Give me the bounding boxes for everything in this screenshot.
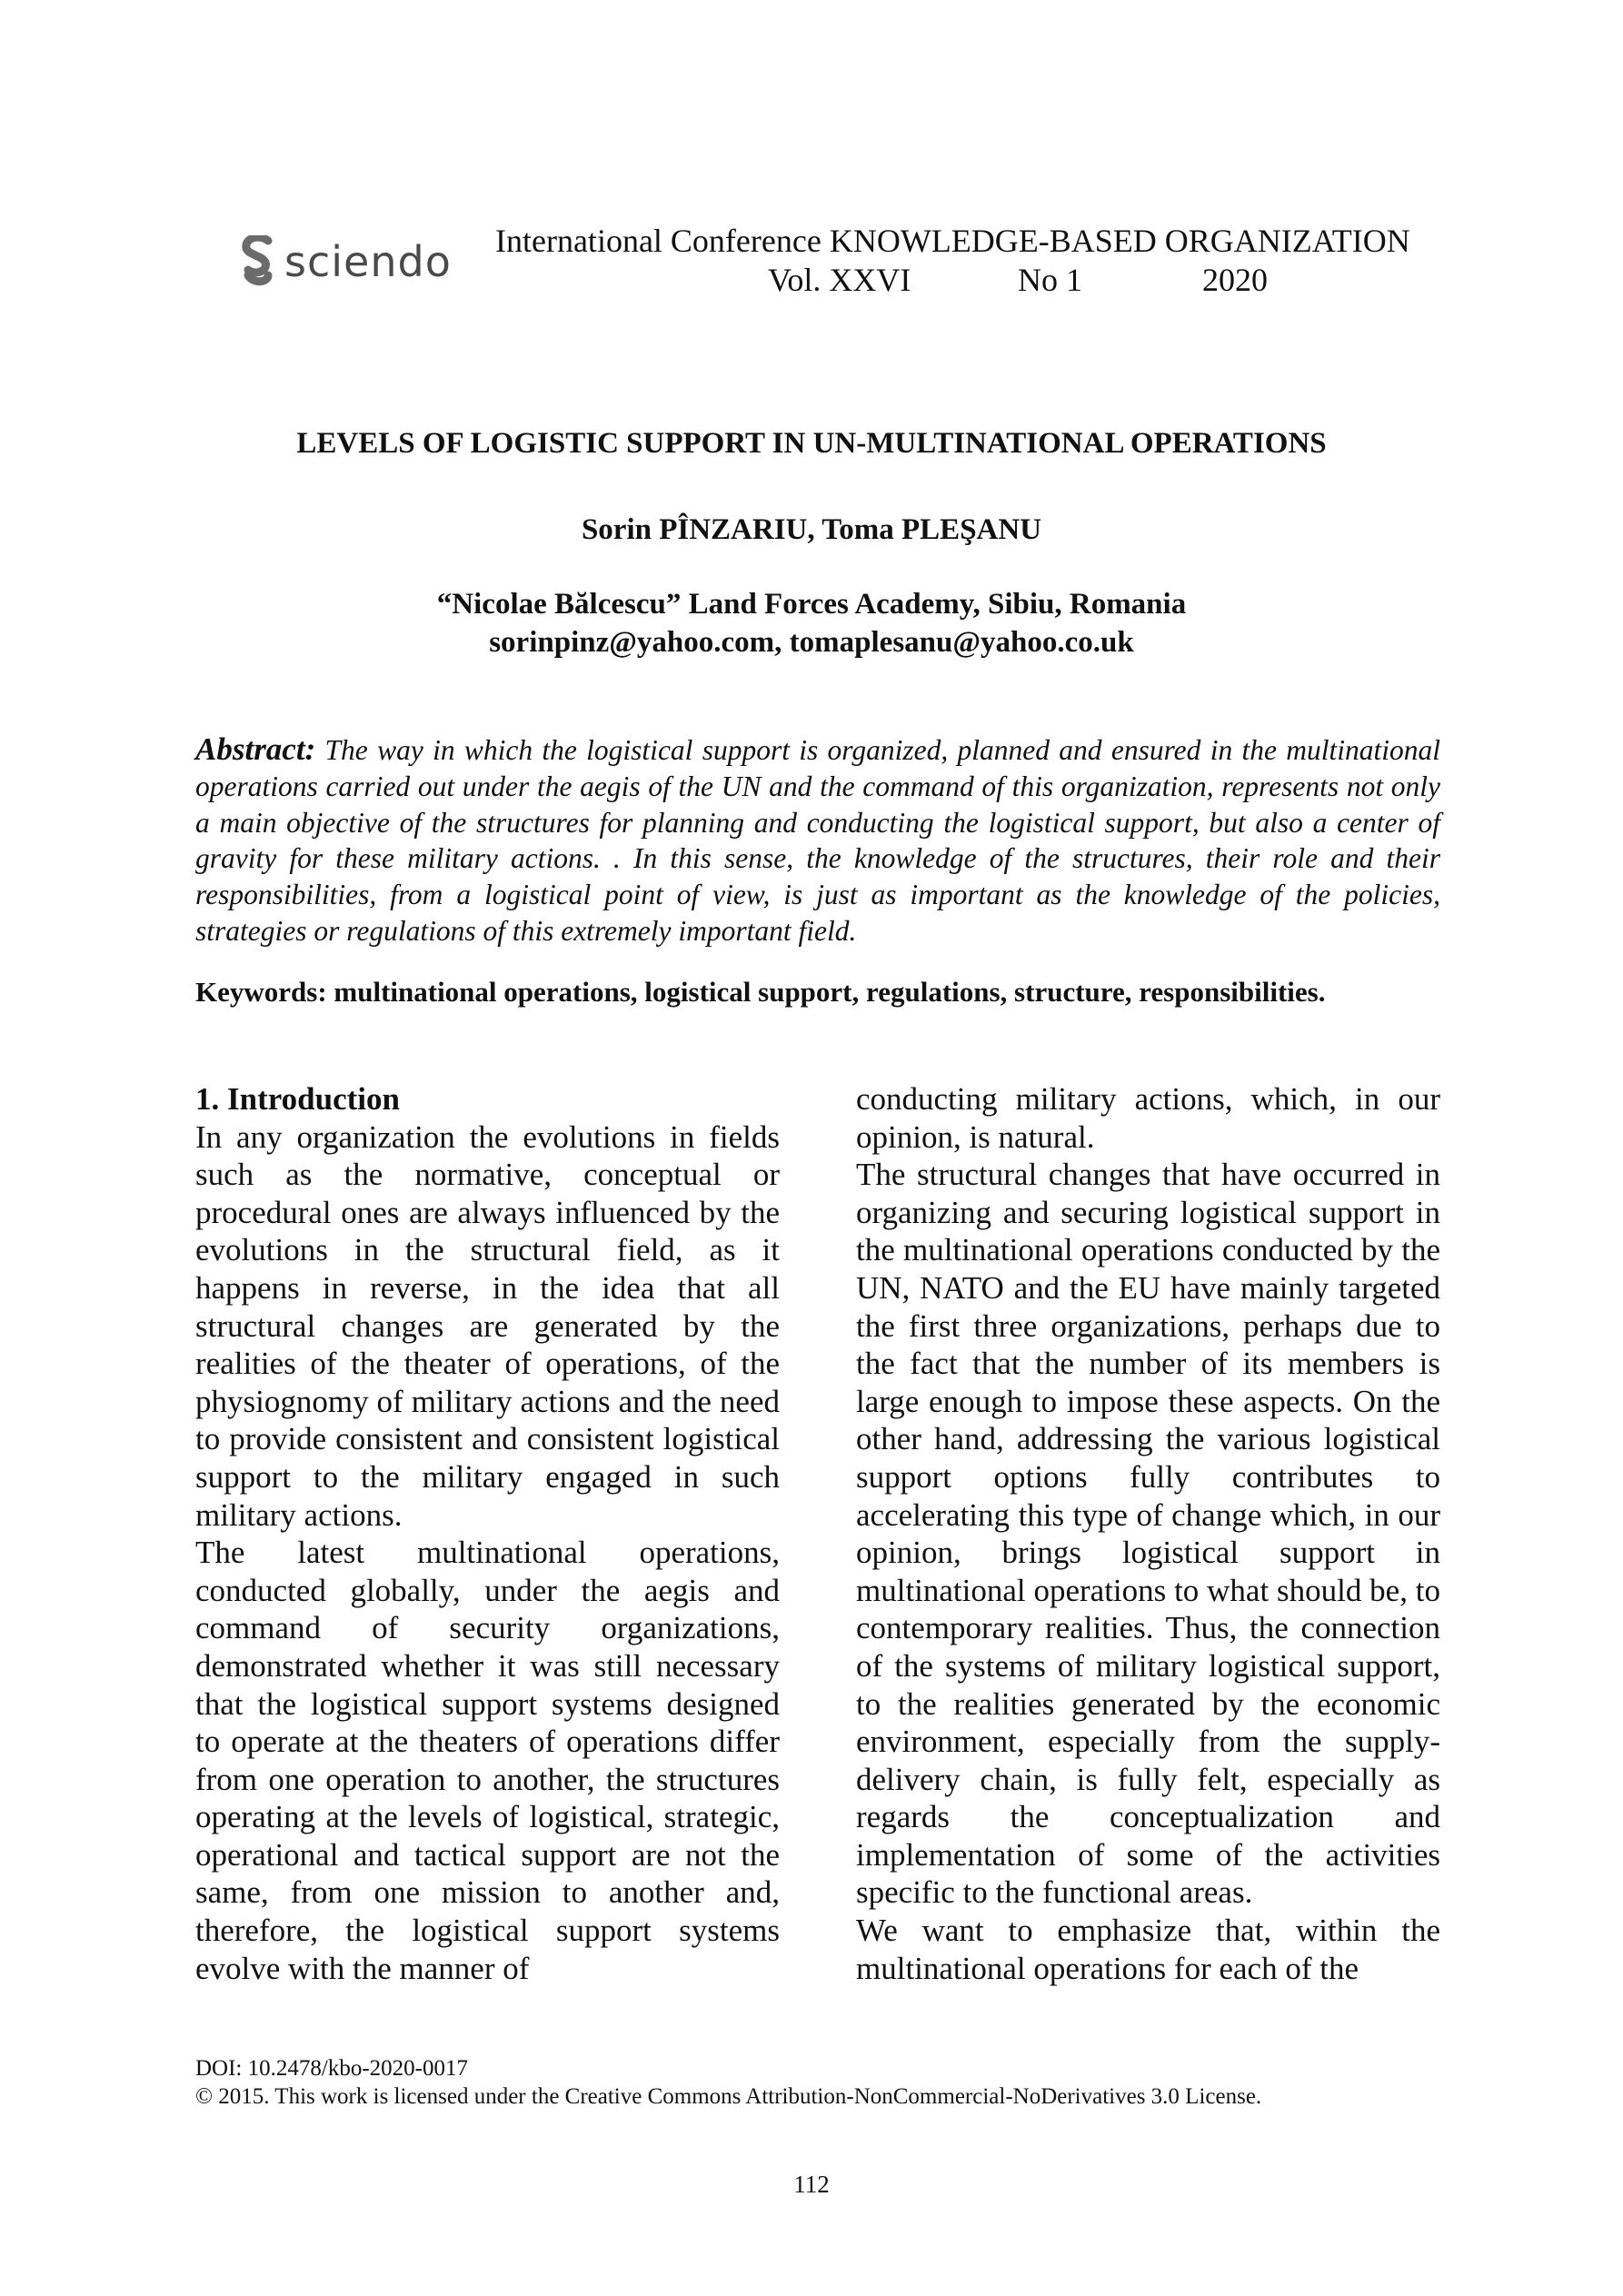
sciendo-logo-icon (241, 235, 274, 288)
conference-title: International Conference KNOWLEDGE-BASED ORGANIZATION (495, 223, 1410, 259)
paper-title: LEVELS OF LOGISTIC SUPPORT IN UN-MULTINATIONAL OPERATIONS (296, 427, 1327, 460)
section-heading: 1. Introduction (195, 1081, 400, 1117)
body-paragraph: conducting military actions, which, in our opinion, is natural. (856, 1081, 1440, 1155)
logo-text: sciendo (284, 237, 452, 286)
abstract (195, 731, 1440, 949)
conference-header (495, 222, 1431, 300)
body-paragraph: The structural changes that have occurred in organizing and securing logistical support in the multinational operations conducted by the UN, NATO and the EU have mainly targeted the first three organizations, perhaps due to the fact that the number of its members is large enough to impose these aspects. On the other hand, addressing the various logistical support options fully contributes to accelerating this type of change which, in our opinion, brings logistical support in multinational operations to what should be, to contemporary realities. Thus, the connection of the systems of military logistical support, to the realities generated by the economic environment, especially from the supply-delivery chain, is fully felt, especially as regards the conceptualization and implementation of some of the activities specific to the functional areas. (856, 1157, 1440, 1911)
abstract-label: Abstract: (195, 731, 316, 767)
paper-authors: Sorin PÎNZARIU, Toma PLEŞANU (581, 513, 1042, 546)
body-paragraph: We want to emphasize that, within the multinational operations for each of the (856, 1913, 1440, 1986)
body-paragraph: In any organization the evolutions in fields such as the normative, conceptual or procedural ones are always influenced by the evolutions in the structural field, as it happens in reverse, in the idea that all structural changes are generated by the realities of the theater of operations, of the physiognomy of military actions and the need to provide consistent and consistent logistical support to the military engaged in such military actions. (195, 1118, 780, 1533)
publisher-logo (241, 234, 452, 289)
keywords: Keywords: multinational operations, logistical support, regulations, structure, responsibilities. (195, 976, 1326, 1008)
license-notice: © 2015. This work is licensed under the Creative Commons Attribution-NonCommercial-NoDerivatives 3.0 License. (195, 2084, 1262, 2109)
volume-line (495, 261, 1431, 300)
issue-number: No 1 (1018, 262, 1082, 298)
body-column-left (195, 1080, 780, 1987)
affiliation: “Nicolae Bălcescu” Land Forces Academy, Sibiu, Romania (436, 588, 1187, 621)
doi: DOI: 10.2478/kbo-2020-0017 (195, 2056, 468, 2081)
publication-year: 2020 (1202, 262, 1268, 298)
body-paragraph: The latest multinational operations, conducted globally, under the aegis and command of security organizations, demonstrated whether it was still necessary that the logistical support systems designed to operate at the theaters of operations differ from one operation to another, the structures operating at the levels of logistical, strategic, operational and tactical support are not the same, from one mission to another and, therefore, the logistical support systems evolve with the manner of (195, 1535, 780, 1986)
abstract-text: The way in which the logistical support is organized, planned and ensured in the multinational operations carried out under the aegis of the UN and the command of this organization, represents not only a main objective of the structures for planning and conducting the logistical support, but also a center of gravity for these military actions. . In this sense, the knowledge of the structures, their role and their responsibilities, from a logistical point of view, is just as important as the knowledge of the policies, strategies or regulations of this extremely important field. (195, 734, 1441, 947)
page-number: 112 (793, 2171, 830, 2198)
body-column-right (856, 1080, 1440, 1987)
volume-label: Vol. XXVI (768, 262, 911, 298)
author-affiliation-block (0, 585, 1623, 661)
author-emails: sorinpinz@yahoo.com, tomaplesanu@yahoo.co.uk (489, 626, 1134, 659)
